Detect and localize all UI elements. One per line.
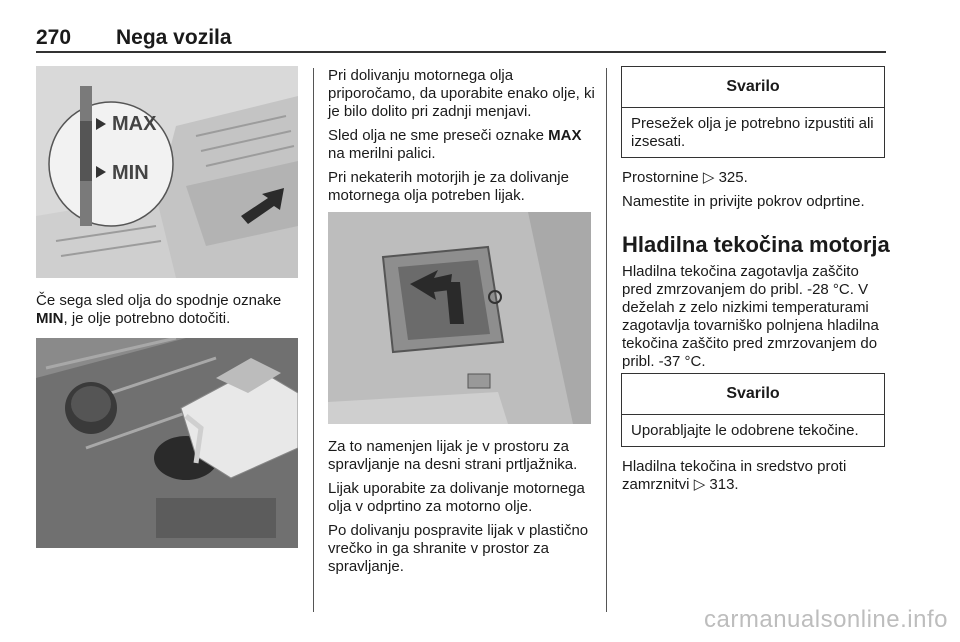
max-label: MAX (112, 113, 157, 135)
column2-top-text (328, 67, 598, 211)
funnel-storage-paragraph: Po dolivanju pospravite lijak v plastično vrečko in ga shranite v prostor za spravljanje. (328, 522, 589, 575)
min-level-paragraph: Če sega sled olja do spodnje oznake MIN, je olje potrebno dotočiti. (36, 292, 282, 327)
column2-bottom-text (328, 438, 598, 582)
column3-top-text (622, 169, 886, 217)
trunk-storage-illustration (328, 212, 591, 424)
oil-refill-figure (36, 338, 298, 548)
same-oil-paragraph: Pri dolivanju motornega olja priporočamo, da uporabite enako olje, ki je bilo dolito pri zadnji menjavi. (328, 67, 595, 120)
funnel-location-paragraph: Za to namenjen lijak je v prostoru za spravljanje na desni strani prtljažnika. (328, 438, 578, 473)
coolant-heading: Hladilna tekočina motorja (622, 232, 890, 257)
max-warning-paragraph: Sled olja ne sme preseči oznake MAX na merilni palici. (328, 127, 582, 162)
column-divider-2 (606, 68, 607, 612)
warning-box-oil (621, 66, 885, 158)
page-ref-arrow-icon: ▷ (702, 169, 715, 186)
min-bold: MIN (36, 310, 64, 327)
dipstick-figure (36, 66, 298, 278)
oil-pouring-illustration (36, 338, 298, 548)
header-rule (36, 51, 886, 53)
engine-dipstick-illustration (36, 66, 298, 278)
antifreeze-paragraph: Hladilna tekočina in sredstvo proti zamrznitvi ▷ 313. (622, 458, 847, 493)
warning-title: Svarilo (622, 374, 884, 415)
page-ref-arrow-icon: ▷ (693, 476, 706, 493)
chapter-title: Nega vozila (116, 26, 232, 49)
close-cap-paragraph: Namestite in privijte pokrov odprtine. (622, 193, 865, 210)
warning-title: Svarilo (622, 67, 884, 108)
capacities-reference: Prostornine ▷ 325. (622, 169, 748, 186)
watermark: carmanualsonline.info (704, 606, 948, 633)
max-bold: MAX (548, 127, 582, 144)
funnel-need-paragraph: Pri nekaterih motorjih je za dolivanje motornega olja potreben lijak. (328, 169, 569, 204)
column-divider-1 (313, 68, 314, 612)
page-header (36, 22, 886, 52)
funnel-use-paragraph: Lijak uporabite za dolivanje motornega olja v odprtino za motorno olje. (328, 480, 585, 515)
funnel-location-figure (328, 212, 591, 424)
min-label: MIN (112, 162, 149, 184)
page-number: 270 (36, 26, 72, 49)
warning-box-coolant (621, 373, 885, 447)
warning-body: Presežek olja je potrebno izpustiti ali izsesati. (631, 115, 874, 150)
warning-body: Uporabljajte le odobrene tekočine. (631, 422, 859, 439)
coolant-paragraph: Hladilna tekočina zagotavlja zaščito pred zmrzovanjem do pribl. -28 °C. V deželah z zelo nizkimi temperaturami zagotavlja tovarniško polnjena hladilna tekočina zaščito pred zmrzovanjem do pribl. -37 °C. (622, 263, 879, 370)
